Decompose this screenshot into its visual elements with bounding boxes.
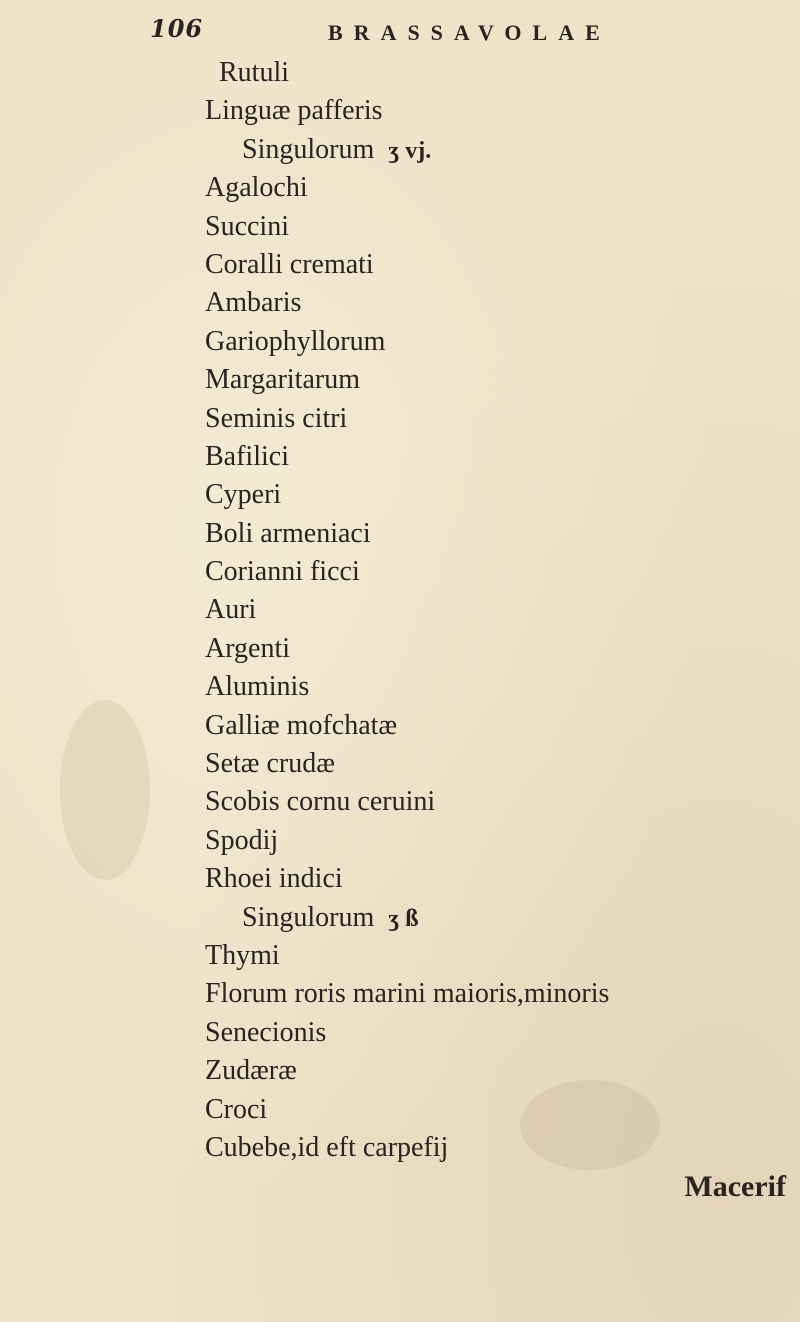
ingredient-line — [205, 131, 795, 169]
running-title: BRASSAVOLAE — [328, 20, 611, 45]
ingredient-line — [205, 975, 795, 1013]
ingredient-text: Corianni ficci — [205, 556, 360, 588]
ingredient-text: Agalochi — [205, 172, 308, 204]
catchword: Macerif — [684, 1170, 786, 1203]
ingredient-line — [205, 1091, 795, 1129]
ingredient-text: Seminis citri — [205, 402, 348, 434]
page-number: 106 — [150, 14, 204, 43]
ingredient-text: Rhoei indici — [205, 863, 343, 895]
ingredient-line — [205, 476, 795, 514]
ingredient-line — [205, 860, 795, 898]
ingredient-text: Bafilici — [205, 440, 289, 472]
ingredient-line — [205, 438, 795, 476]
ingredient-line — [205, 822, 795, 860]
ingredient-line — [205, 400, 795, 438]
ingredient-line — [205, 1052, 795, 1090]
ingredient-text: Cyperi — [205, 479, 282, 511]
dose-mark: ʒ vj. — [388, 137, 432, 164]
ingredient-line — [205, 515, 795, 553]
dose-mark: ʒ ß — [388, 905, 419, 932]
ingredient-text: Croci — [205, 1093, 268, 1125]
ingredient-text: Margaritarum — [205, 364, 360, 396]
ingredient-text: Ambaris — [205, 287, 302, 319]
ingredient-line — [205, 745, 795, 783]
ingredient-list — [205, 54, 795, 1167]
ingredient-line — [205, 630, 795, 668]
ingredient-text: Senecionis — [205, 1016, 327, 1048]
ingredient-line — [205, 1129, 795, 1167]
ingredient-text: Florum roris marini maioris,minoris — [205, 978, 610, 1010]
ingredient-line — [205, 591, 795, 629]
ingredient-line — [205, 284, 795, 322]
ingredient-text: Argenti — [205, 632, 291, 664]
ingredient-text: Thymi — [205, 939, 280, 971]
ingredient-text: Succini — [205, 210, 289, 242]
ingredient-text: Gariophyllorum — [205, 325, 386, 357]
ingredient-text: Spodij — [205, 824, 279, 856]
ingredient-text: Linguæ pafferis — [205, 95, 383, 127]
ingredient-line — [205, 783, 795, 821]
ingredient-line — [205, 707, 795, 745]
paper-stain — [60, 700, 150, 880]
ingredient-text: Aluminis — [205, 671, 310, 703]
ingredient-line — [205, 937, 795, 975]
ingredient-line — [205, 899, 795, 937]
ingredient-text: Singulorum — [242, 133, 375, 165]
ingredient-line — [205, 208, 795, 246]
ingredient-text: Scobis cornu ceruini — [205, 786, 436, 818]
ingredient-line — [205, 169, 795, 207]
ingredient-text: Cubebe,id eft carpefij — [205, 1131, 449, 1163]
ingredient-text: Galliæ mofchatæ — [205, 709, 398, 741]
ingredient-text: Setæ crudæ — [205, 748, 335, 780]
ingredient-text: Auri — [205, 594, 257, 626]
ingredient-line — [205, 246, 795, 284]
ingredient-text: Boli armeniaci — [205, 517, 371, 549]
ingredient-text: Coralli cremati — [205, 248, 374, 280]
ingredient-text: Zudæræ — [205, 1055, 297, 1087]
page-header — [150, 14, 670, 54]
ingredient-line — [205, 54, 795, 92]
ingredient-line — [205, 92, 795, 130]
ingredient-text: Rutuli — [219, 57, 290, 88]
ingredient-line — [205, 553, 795, 591]
ingredient-text: Singulorum — [242, 901, 375, 933]
ingredient-line — [205, 1014, 795, 1052]
ingredient-line — [205, 361, 795, 399]
ingredient-line — [205, 668, 795, 706]
ingredient-line — [205, 323, 795, 361]
